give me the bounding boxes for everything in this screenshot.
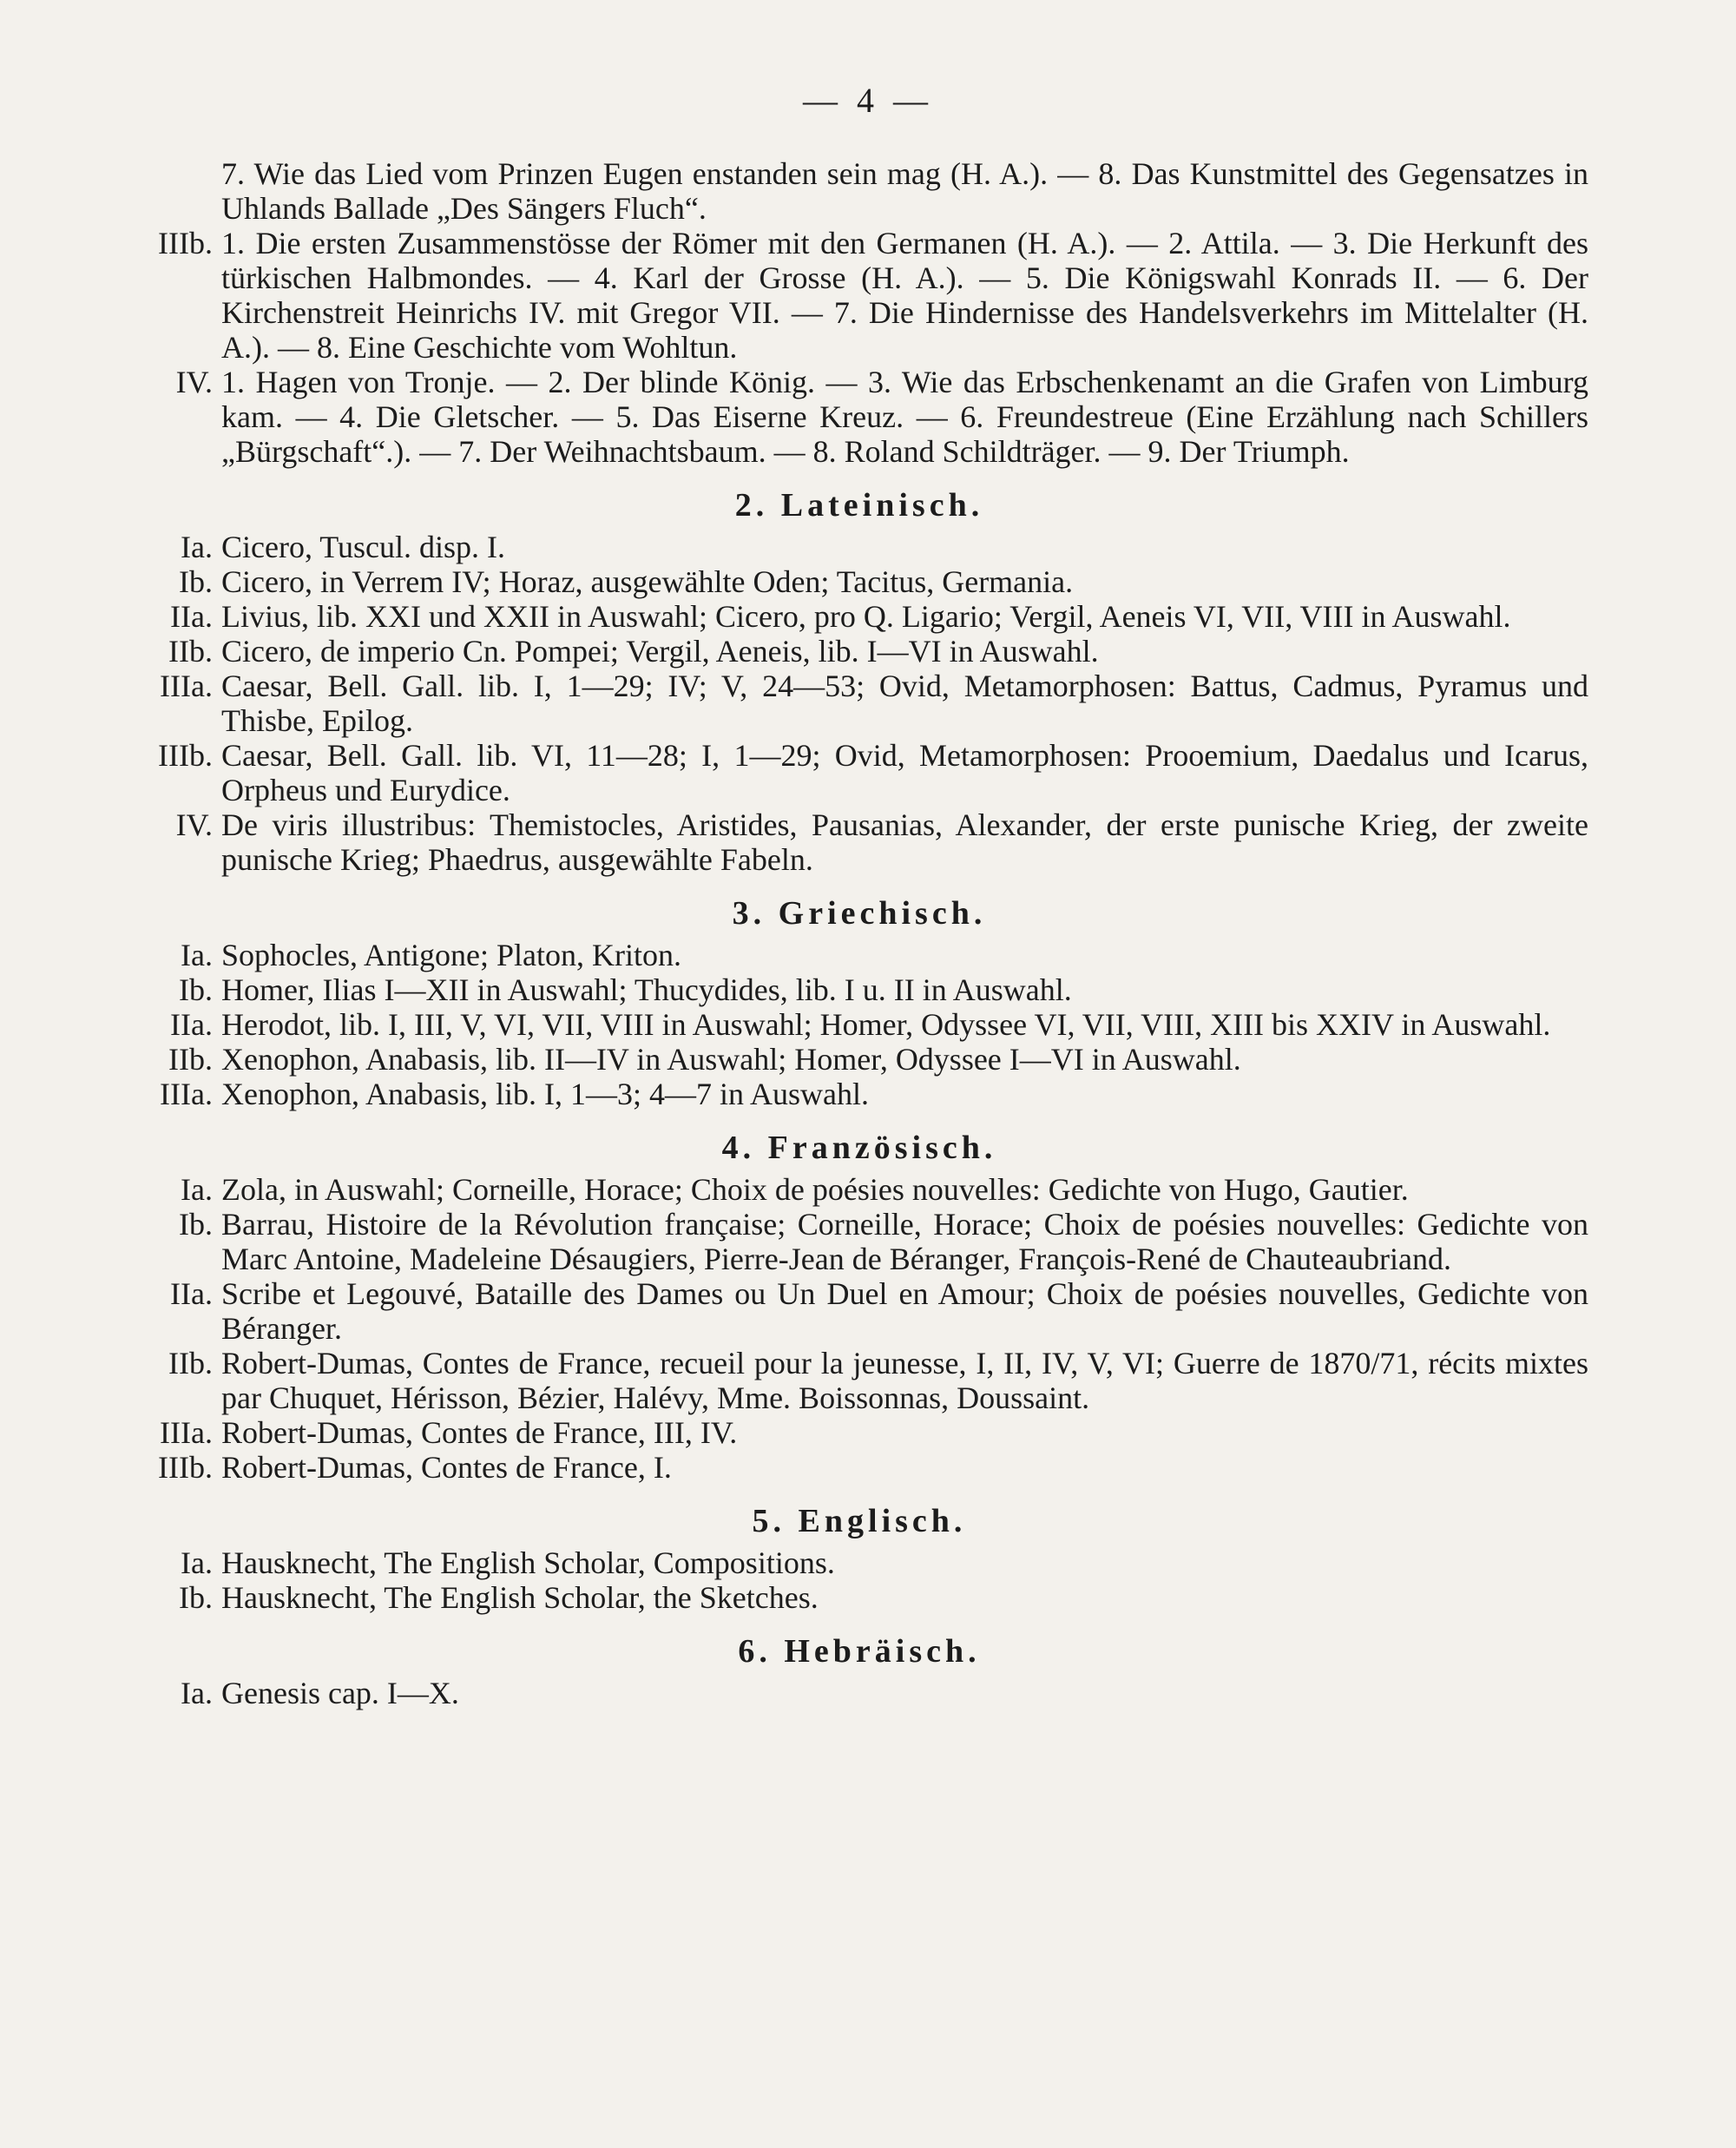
section-heading: 5. Englisch. — [752, 1503, 967, 1539]
entry-text: Barrau, Histoire de la Révolution française; Corneille, Horace; Choix de poésies nouvelles: Gedichte von Marc Antoine, Madeleine Désaugiers, Pierre-Jean de Béranger, François-René de Chauteaubriand. — [221, 1207, 1588, 1276]
list-item — [130, 738, 1588, 807]
list-item — [130, 1007, 1588, 1042]
list-item — [130, 1077, 1588, 1111]
entry-text: Caesar, Bell. Gall. lib. I, 1—29; IV; V, 24—53; Ovid, Metamorphosen: Battus, Cadmus, Pyramus und Thisbe, Epilog. — [221, 669, 1588, 738]
entry-text: Cicero, Tuscul. disp. I. — [221, 530, 506, 564]
list-item — [130, 807, 1588, 877]
list-item — [130, 226, 1588, 365]
class-label: IIIb. — [158, 226, 213, 260]
list-item — [130, 599, 1588, 634]
class-label: IIIb. — [158, 1450, 213, 1485]
list-item — [130, 1580, 1588, 1615]
section-englisch — [130, 1504, 1588, 1615]
class-label: IIb. — [168, 1042, 213, 1077]
list-item — [130, 564, 1588, 599]
class-label: IIa. — [170, 1007, 213, 1042]
list-item — [130, 1676, 1588, 1710]
list-item — [130, 1207, 1588, 1276]
entry-text: Hausknecht, The English Scholar, Compositions. — [221, 1545, 835, 1580]
entry-text: Genesis cap. I—X. — [221, 1676, 459, 1710]
class-label: Ia. — [181, 1676, 213, 1710]
list-item — [130, 1042, 1588, 1077]
section-heading: 4. Französisch. — [721, 1130, 997, 1166]
section-heading: 6. Hebräisch. — [738, 1633, 981, 1670]
page-number: — 4 — — [803, 81, 933, 120]
entry-text: Homer, Ilias I—XII in Auswahl; Thucydides, lib. I u. II in Auswahl. — [221, 972, 1072, 1007]
section-hebraeisch — [130, 1634, 1588, 1710]
class-label: Ib. — [179, 564, 213, 599]
entry-text: Sophocles, Antigone; Platon, Kriton. — [221, 938, 681, 972]
list-item — [130, 669, 1588, 738]
entry-text: Caesar, Bell. Gall. lib. VI, 11—28; I, 1—29; Ovid, Metamorphosen: Prooemium, Daedalus und Icarus, Orpheus und Eurydice. — [221, 738, 1588, 807]
page-content — [130, 156, 1588, 1710]
entry-text: Robert-Dumas, Contes de France, recueil pour la jeunesse, I, II, IV, V, VI; Guerre de 1870/71, récits mixtes par Chuquet, Hérisson, Bézier, Halévy, Mme. Boissonnas, Doussaint. — [221, 1346, 1588, 1415]
class-label: IIIb. — [158, 738, 213, 773]
class-label: Ib. — [179, 1580, 213, 1615]
list-item — [130, 972, 1588, 1007]
class-label: IIIa. — [160, 1415, 213, 1450]
list-item — [130, 1450, 1588, 1485]
section-heading: 3. Griechisch. — [732, 895, 987, 932]
entry-text: 1. Hagen von Tronje. — 2. Der blinde König. — 3. Wie das Erbschenkenamt an die Grafen von Limburg kam. — 4. Die Gletscher. — 5. Das Eiserne Kreuz. — 6. Freundestreue (Eine Erzählung nach Schillers „Bürgschaft“.). — 7. Der Weihnachtsbaum. — 8. Roland Schildträger. — 9. Der Triumph. — [221, 365, 1588, 469]
class-label: Ia. — [181, 1172, 213, 1207]
entry-text: Livius, lib. XXI und XXII in Auswahl; Cicero, pro Q. Ligario; Vergil, Aeneis VI, VII, VIII in Auswahl. — [221, 599, 1511, 634]
class-label: IIb. — [168, 1346, 213, 1380]
entry-text: 1. Die ersten Zusammenstösse der Römer mit den Germanen (H. A.). — 2. Attila. — 3. Die Herkunft des türkischen Halbmondes. — 4. Karl der Grosse (H. A.). — 5. Die Königswahl Konrads II. — 6. Der Kirchenstreit Heinrichs IV. mit Gregor VII. — 7. Die Hindernisse des Handelsverkehrs im Mittelalter (H. A.). — 8. Eine Geschichte vom Wohltun. — [221, 226, 1588, 365]
class-label: Ia. — [181, 1545, 213, 1580]
class-label: IV. — [175, 365, 213, 399]
section-heading: 2. Lateinisch. — [734, 487, 984, 524]
entry-text: Hausknecht, The English Scholar, the Sketches. — [221, 1580, 819, 1615]
class-label: IIa. — [170, 1276, 213, 1311]
entry-text: Scribe et Legouvé, Bataille des Dames ou Un Duel en Amour; Choix de poésies nouvelles, Gedichte von Béranger. — [221, 1276, 1588, 1346]
list-item — [130, 1545, 1588, 1580]
deutsch-list — [130, 226, 1588, 469]
section-lateinisch — [130, 488, 1588, 877]
list-item — [130, 1172, 1588, 1207]
entry-text: Cicero, in Verrem IV; Horaz, ausgewählte Oden; Tacitus, Germania. — [221, 564, 1074, 599]
class-label: Ia. — [181, 938, 213, 972]
entry-text: Cicero, de imperio Cn. Pompei; Vergil, Aeneis, lib. I—VI in Auswahl. — [221, 634, 1099, 669]
class-label: IIb. — [168, 634, 213, 669]
class-label: IIa. — [170, 599, 213, 634]
class-label: IV. — [175, 807, 213, 842]
list-item — [130, 365, 1588, 469]
entry-text: Herodot, lib. I, III, V, VI, VII, VIII in Auswahl; Homer, Odyssee VI, VII, VIII, XIII bis XXIV in Auswahl. — [221, 1007, 1551, 1042]
entry-text: Robert-Dumas, Contes de France, I. — [221, 1450, 672, 1485]
class-label: Ib. — [179, 1207, 213, 1242]
list-item — [130, 1346, 1588, 1415]
section-griechisch — [130, 896, 1588, 1111]
list-item — [130, 530, 1588, 564]
class-label: IIIa. — [160, 1077, 213, 1111]
class-label: Ia. — [181, 530, 213, 564]
entry-text: De viris illustribus: Themistocles, Aristides, Pausanias, Alexander, der erste punische Krieg, der zweite punische Krieg; Phaedrus, ausgewählte Fabeln. — [221, 807, 1588, 877]
list-item — [130, 938, 1588, 972]
list-item — [130, 634, 1588, 669]
list-item — [130, 1415, 1588, 1450]
intro-row — [130, 156, 1588, 226]
section-franzoesisch — [130, 1130, 1588, 1485]
entry-text: Xenophon, Anabasis, lib. II—IV in Auswahl; Homer, Odyssee I—VI in Auswahl. — [221, 1042, 1241, 1077]
class-label: IIIa. — [160, 669, 213, 703]
entry-text: Robert-Dumas, Contes de France, III, IV. — [221, 1415, 738, 1450]
list-item — [130, 1276, 1588, 1346]
class-label: Ib. — [179, 972, 213, 1007]
entry-text: Xenophon, Anabasis, lib. I, 1—3; 4—7 in Auswahl. — [221, 1077, 869, 1111]
entry-text: Zola, in Auswahl; Corneille, Horace; Choix de poésies nouvelles: Gedichte von Hugo, Gautier. — [221, 1172, 1409, 1207]
intro-text: 7. Wie das Lied vom Prinzen Eugen enstanden sein mag (H. A.). — 8. Das Kunstmittel des Gegensatzes in Uhlands Ballade „Des Sängers Fluch“. — [221, 156, 1588, 226]
